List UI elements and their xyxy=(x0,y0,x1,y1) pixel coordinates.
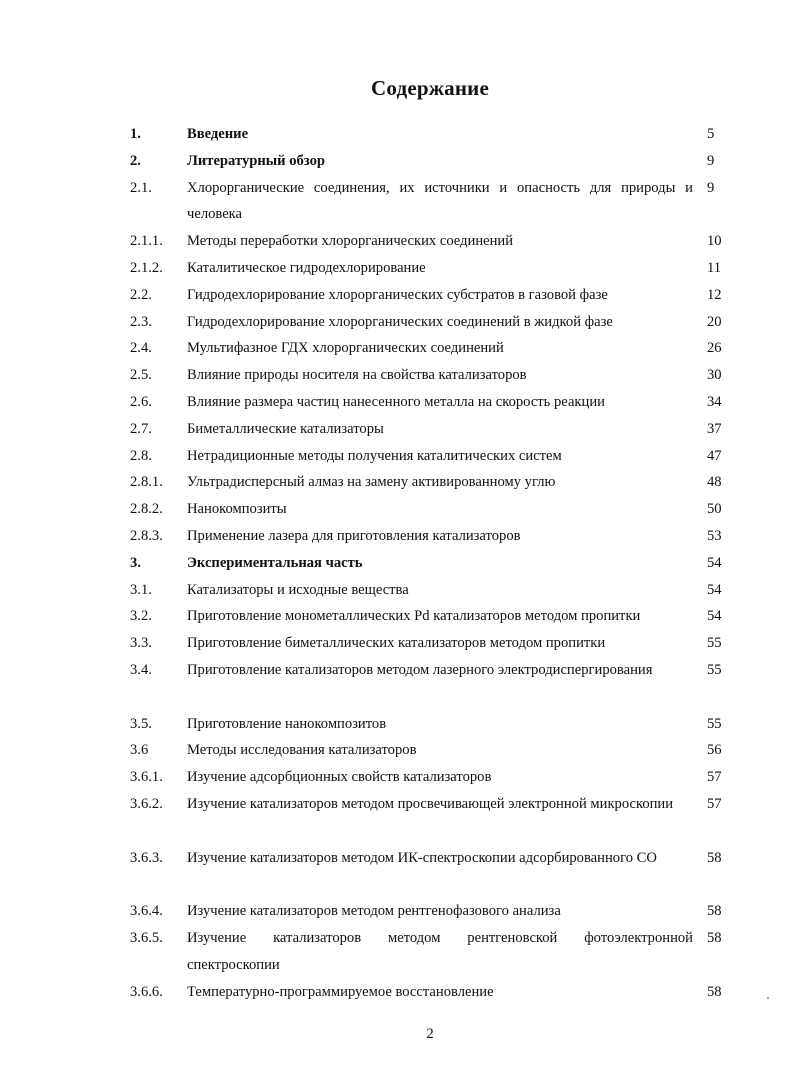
toc-page: 55 xyxy=(707,715,722,732)
toc-page: 20 xyxy=(707,313,722,330)
toc-number: 2.6. xyxy=(130,393,152,410)
toc-title: Изучение катализаторов методом просвечивающей электронной микроскопии xyxy=(187,795,674,812)
toc-page: 5 xyxy=(707,126,715,142)
toc-number: 2.8. xyxy=(130,447,152,464)
toc-title: Биметаллические катализаторы xyxy=(187,420,384,437)
toc-title: Приготовление нанокомпозитов xyxy=(187,715,387,732)
toc-number: 3.4. xyxy=(130,661,152,678)
toc-row xyxy=(130,603,730,630)
toc-row xyxy=(130,121,730,148)
toc-title: Литературный обзор xyxy=(187,152,325,169)
toc-row xyxy=(130,175,730,229)
toc-title: Нанокомпозиты xyxy=(187,501,287,518)
toc-title: Хлорорганические соединения, их источники и опасность для природы и человека xyxy=(187,179,693,223)
toc-row xyxy=(130,496,730,523)
toc-title: Гидродехлорирование хлорорганических субстратов в газовой фазе xyxy=(187,286,608,303)
toc-row xyxy=(130,791,730,845)
page-title: Содержание xyxy=(371,76,489,100)
toc-number: 3.6 xyxy=(130,742,149,759)
toc-number: 3.6.2. xyxy=(130,795,163,812)
toc-page: 57 xyxy=(707,795,722,812)
toc-row xyxy=(130,416,730,443)
toc-page: 54 xyxy=(707,581,722,598)
toc-page: 55 xyxy=(707,661,722,678)
toc-row xyxy=(130,737,730,764)
toc-title: Нетрадиционные методы получения каталитических систем xyxy=(187,447,562,464)
toc-number: 3.5. xyxy=(130,715,152,732)
toc-number: 3.2. xyxy=(130,608,152,625)
toc-row xyxy=(130,228,730,255)
toc-page: 34 xyxy=(707,393,722,410)
toc-page: 54 xyxy=(707,608,722,625)
toc-number: 3.3. xyxy=(130,635,152,652)
toc-number: 2.3. xyxy=(130,313,152,330)
toc-page: 54 xyxy=(707,554,722,571)
toc-title: Применение лазера для приготовления катализаторов xyxy=(187,527,521,544)
toc-page: 58 xyxy=(707,929,722,946)
toc-number: 2.1. xyxy=(130,179,152,196)
toc-page: 26 xyxy=(707,340,722,357)
toc-number: 2.1.1. xyxy=(130,233,163,250)
toc-number: 1. xyxy=(130,126,141,142)
toc-page: 9 xyxy=(707,152,715,169)
toc-page: 9 xyxy=(707,179,715,196)
toc-number: 3.6.5. xyxy=(130,929,163,946)
toc-row xyxy=(130,979,730,1006)
toc-row xyxy=(130,845,730,899)
toc-row xyxy=(130,764,730,791)
toc-title: Влияние природы носителя на свойства катализаторов xyxy=(187,367,527,384)
toc-row xyxy=(130,898,730,925)
toc-number: 3.1. xyxy=(130,581,152,598)
toc-row xyxy=(130,469,730,496)
toc-page: 10 xyxy=(707,233,722,250)
toc-row xyxy=(130,925,730,979)
toc-row xyxy=(130,443,730,470)
toc-title: Экспериментальная часть xyxy=(187,554,363,571)
toc-page: 50 xyxy=(707,501,722,518)
toc-number: 2.8.1. xyxy=(130,474,163,491)
toc-title: Катализаторы и исходные вещества xyxy=(187,581,409,598)
toc-page: 58 xyxy=(707,983,722,1000)
toc-row xyxy=(130,255,730,282)
toc-number: 2.4. xyxy=(130,340,152,357)
toc-number: 3. xyxy=(130,554,141,571)
toc-title: Изучение адсорбционных свойств катализаторов xyxy=(187,769,492,786)
toc-page: 53 xyxy=(707,527,722,544)
toc-number: 2.8.2. xyxy=(130,501,163,518)
toc-row xyxy=(130,309,730,336)
toc-page: 30 xyxy=(707,367,722,384)
toc-row xyxy=(130,148,730,175)
toc-number: 3.6.6. xyxy=(130,983,163,1000)
toc-page: 11 xyxy=(707,259,722,276)
toc-title: Влияние размера частиц нанесенного металла на скорость реакции xyxy=(187,393,605,410)
toc-row xyxy=(130,335,730,362)
toc-title: Температурно-программируемое восстановление xyxy=(187,983,494,1000)
toc-title: Каталитическое гидродехлорирование xyxy=(187,259,426,276)
toc-title: Изучение катализаторов методом рентгенофазового анализа xyxy=(187,903,561,920)
toc-title: Приготовление монометаллических Pd катализаторов методом пропитки xyxy=(187,608,641,625)
toc-number: 2.1.2. xyxy=(130,259,163,276)
toc-number: 3.6.1. xyxy=(130,769,163,786)
toc-title: Гидродехлорирование хлорорганических соединений в жидкой фазе xyxy=(187,313,613,330)
toc-row xyxy=(130,362,730,389)
toc-page: 37 xyxy=(707,420,722,437)
toc-number: 2.8.3. xyxy=(130,527,163,544)
toc-title: Методы переработки хлорорганических соединений xyxy=(187,233,514,250)
toc-number: 3.6.3. xyxy=(130,849,163,866)
toc-page: 48 xyxy=(707,474,722,491)
toc-row xyxy=(130,523,730,550)
toc-number: 2.2. xyxy=(130,286,152,303)
toc-row xyxy=(130,550,730,577)
toc-title: Методы исследования катализаторов xyxy=(187,742,417,759)
table-of-contents xyxy=(130,121,730,1005)
toc-row xyxy=(130,282,730,309)
toc-row xyxy=(130,657,730,711)
toc-row xyxy=(130,389,730,416)
toc-title: Приготовление биметаллических катализаторов методом пропитки xyxy=(187,635,606,652)
toc-page: 58 xyxy=(707,849,722,866)
toc-title: Изучение катализаторов методом рентгеновской фотоэлектронной спектроскопии xyxy=(187,929,693,973)
toc-number: 2.5. xyxy=(130,367,152,384)
toc-row xyxy=(130,577,730,604)
toc-page: 55 xyxy=(707,635,722,652)
toc-page: 56 xyxy=(707,742,722,759)
toc-title: Мультифазное ГДХ хлорорганических соединений xyxy=(187,340,504,357)
toc-title: Приготовление катализаторов методом лазерного электродиспергирования xyxy=(187,661,653,678)
toc-page: 58 xyxy=(707,903,722,920)
toc-row xyxy=(130,630,730,657)
toc-page: 47 xyxy=(707,447,722,464)
page-number: 2 xyxy=(426,1026,434,1042)
toc-title: Введение xyxy=(187,126,249,142)
toc-number: 2.7. xyxy=(130,420,152,437)
scan-speck xyxy=(767,997,769,999)
toc-row xyxy=(130,711,730,738)
toc-number: 2. xyxy=(130,152,141,169)
toc-title: Изучение катализаторов методом ИК-спектроскопии адсорбированного CO xyxy=(187,849,657,866)
toc-page: 12 xyxy=(707,286,722,303)
toc-title: Ультрадисперсный алмаз на замену активированному углю xyxy=(187,474,556,491)
toc-page: 57 xyxy=(707,769,722,786)
toc-number: 3.6.4. xyxy=(130,903,163,920)
